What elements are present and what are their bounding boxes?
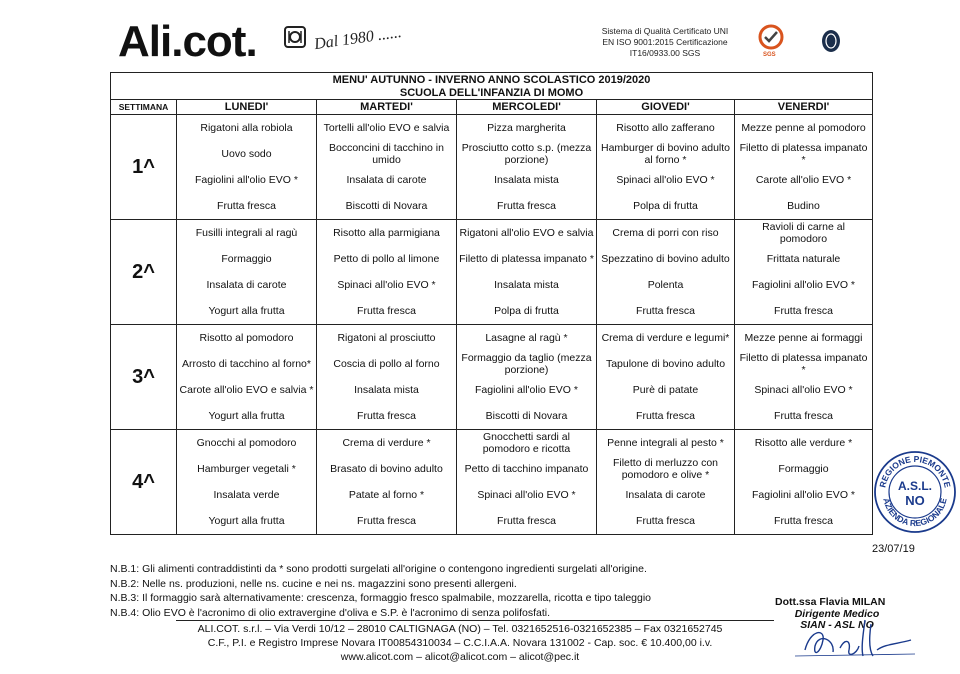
menu-dish: Brasato di bovino adulto (317, 456, 457, 482)
note-line: N.B.2: Nelle ns. produzioni, nelle ns. cucine e nei ns. magazzini sono presenti allergeni. (110, 577, 517, 590)
table-row (111, 456, 873, 482)
logo-text: Ali.cot. (118, 17, 257, 66)
signatory-role-line: SIAN - ASL NO (800, 619, 874, 631)
menu-dish: Frutta fresca (457, 508, 597, 535)
menu-dish: Bocconcini di tacchino in umido (317, 141, 457, 167)
note-line: N.B.3: Il formaggio sarà alternativamente: crescenza, formaggio fresco spalmabile, mozzarella, ricotta e tipo taleggio (110, 592, 652, 604)
menu-dish: Crema di verdure * (317, 430, 457, 457)
cert-badge-label: SGS (763, 52, 776, 58)
week-label: 4^ (111, 430, 177, 535)
menu-dish: Rigatoni al prosciutto (317, 325, 457, 352)
table-subtitle-row (111, 86, 873, 100)
menu-dish: Hamburger di bovino adulto al forno * (597, 141, 735, 167)
menu-dish: Filetto di platessa impanato * (457, 246, 597, 272)
menu-dish: Hamburger vegetali * (177, 456, 317, 482)
menu-table (110, 72, 873, 535)
menu-dish: Yogurt alla frutta (177, 403, 317, 430)
logo-tagline: Dal 1980 ...... (313, 23, 403, 54)
menu-dish: Carote all'olio EVO e salvia * (177, 377, 317, 403)
menu-dish: Frutta fresca (597, 508, 735, 535)
menu-dish: Patate al forno * (317, 482, 457, 508)
menu-dish: Polpa di frutta (597, 193, 735, 220)
menu-dish: Fagiolini all'olio EVO * (735, 482, 873, 508)
table-row (111, 430, 873, 457)
table-row (111, 246, 873, 272)
menu-dish: Fagiolini all'olio EVO * (457, 377, 597, 403)
menu-dish: Spinaci all'olio EVO * (597, 167, 735, 193)
table-row (111, 193, 873, 220)
menu-dish: Biscotti di Novara (457, 403, 597, 430)
day-header: GIOVEDI' (597, 100, 735, 115)
menu-dish: Petto di pollo al limone (317, 246, 457, 272)
menu-dish: Mezze penne ai formaggi (735, 325, 873, 352)
menu-dish: Purè di patate (597, 377, 735, 403)
note-line: N.B.4: Olio EVO è l'acronimo di olio extravergine d'oliva e S.P. è l'acronimo di senza polifosfati. (110, 606, 551, 619)
week-column-header: SETTIMANA (111, 100, 177, 115)
signatory-name: Dott.ssa Flavia MILAN (775, 596, 886, 608)
menu-dish: Spinaci all'olio EVO * (735, 377, 873, 403)
menu-dish: Filetto di platessa impanato * (735, 141, 873, 167)
table-row (111, 377, 873, 403)
signatory-role-line: Dirigente Medico (794, 608, 880, 620)
menu-dish: Frutta fresca (317, 508, 457, 535)
asl-stamp (873, 450, 957, 534)
menu-dish: Fusilli integrali al ragù (177, 220, 317, 247)
table-row (111, 141, 873, 167)
note-line: N.B.1: Gli alimenti contraddistinti da * sono prodotti surgelati all'origine o contengono ingredienti surgelati all'origine. (110, 563, 647, 575)
day-header: VENERDI' (735, 100, 873, 115)
cert-line: Sistema di Qualità Certificato UNI (601, 26, 729, 36)
menu-dish: Rigatoni alla robiola (177, 115, 317, 142)
table-row (111, 220, 873, 247)
menu-dish: Coscia di pollo al forno (317, 351, 457, 377)
menu-dish: Tortelli all'olio EVO e salvia (317, 115, 457, 142)
menu-dish: Spinaci all'olio EVO * (317, 272, 457, 298)
menu-dish: Frutta fresca (597, 298, 735, 325)
footer-line: ALI.COT. s.r.l. – Via Verdi 10/12 – 28010 CALTIGNAGA (NO) – Tel. 0321652516-0321652385 – Fax 0321652745 (197, 623, 723, 635)
menu-dish: Gnocchetti sardi al pomodoro e ricotta (457, 430, 597, 457)
menu-dish: Lasagne al ragù * (457, 325, 597, 352)
plate-logo-icon (284, 26, 306, 48)
company-logo (118, 14, 257, 70)
table-row (111, 403, 873, 430)
table-row (111, 298, 873, 325)
menu-dish: Insalata di carote (597, 482, 735, 508)
table-row (111, 272, 873, 298)
menu-dish: Formaggio (177, 246, 317, 272)
menu-dish: Frutta fresca (735, 298, 873, 325)
menu-dish: Rigatoni all'olio EVO e salvia (457, 220, 597, 247)
menu-dish: Filetto di platessa impanato * (735, 351, 873, 377)
footer-divider (176, 620, 774, 621)
table-row (111, 508, 873, 535)
menu-dish: Frutta fresca (177, 193, 317, 220)
menu-dish: Frutta fresca (317, 403, 457, 430)
notes-section (110, 562, 760, 620)
menu-dish: Risotto alle verdure * (735, 430, 873, 457)
menu-dish: Frutta fresca (735, 508, 873, 535)
day-header: MARTEDI' (317, 100, 457, 115)
footer-line: www.alicot.com – alicot@alicot.com – alicot@pec.it (340, 651, 580, 663)
company-footer (110, 622, 810, 664)
menu-dish: Mezze penne al pomodoro (735, 115, 873, 142)
table-row (111, 115, 873, 142)
menu-dish: Prosciutto cotto s.p. (mezza porzione) (457, 141, 597, 167)
table-title-row (111, 73, 873, 87)
certification-text (590, 26, 740, 59)
menu-dish: Insalata mista (457, 167, 597, 193)
menu-dish: Spinaci all'olio EVO * (457, 482, 597, 508)
menu-dish: Petto di tacchino impanato (457, 456, 597, 482)
menu-dish: Penne integrali al pesto * (597, 430, 735, 457)
menu-dish: Crema di porri con riso (597, 220, 735, 247)
menu-dish: Yogurt alla frutta (177, 508, 317, 535)
menu-dish: Biscotti di Novara (317, 193, 457, 220)
weeks-body (111, 115, 873, 535)
menu-dish: Fagiolini all'olio EVO * (735, 272, 873, 298)
stamp-top-text: REGIONE PIEMONTE (877, 453, 953, 489)
quality-cert-icon (756, 24, 786, 54)
week-label: 1^ (111, 115, 177, 220)
menu-dish: Frittata naturale (735, 246, 873, 272)
document-date: 23/07/19 (872, 543, 915, 555)
table-row (111, 482, 873, 508)
menu-dish: Fagiolini all'olio EVO * (177, 167, 317, 193)
menu-dish: Filetto di merluzzo con pomodoro e olive * (597, 456, 735, 482)
day-header: LUNEDI' (177, 100, 317, 115)
cert-line: EN ISO 9001:2015 Certificazione (602, 37, 728, 47)
day-header: MERCOLEDI' (457, 100, 597, 115)
menu-dish: Frutta fresca (317, 298, 457, 325)
accreditation-seal-icon (820, 26, 842, 56)
menu-dish: Ravioli di carne al pomodoro (735, 220, 873, 247)
menu-dish: Formaggio (735, 456, 873, 482)
day-header-row (111, 100, 873, 115)
menu-dish: Spezzatino di bovino adulto (597, 246, 735, 272)
menu-dish: Frutta fresca (597, 403, 735, 430)
week-label: 3^ (111, 325, 177, 430)
stamp-center-line1: A.S.L. (897, 479, 933, 493)
menu-dish: Polpa di frutta (457, 298, 597, 325)
menu-dish: Frutta fresca (457, 193, 597, 220)
menu-title: MENU' AUTUNNO - INVERNO ANNO SCOLASTICO 2019/2020 (111, 73, 873, 87)
table-row (111, 167, 873, 193)
menu-dish: Insalata mista (317, 377, 457, 403)
menu-dish: Risotto allo zafferano (597, 115, 735, 142)
menu-dish: Tapulone di bovino adulto (597, 351, 735, 377)
menu-dish: Uovo sodo (177, 141, 317, 167)
footer-line: C.F., P.I. e Registro Imprese Novara IT00854310034 – C.C.I.A.A. Novara 131002 - Cap. soc. € 10.400,00 i.v. (207, 637, 713, 649)
menu-dish: Insalata di carote (177, 272, 317, 298)
menu-dish: Formaggio da taglio (mezza porzione) (457, 351, 597, 377)
stamp-bottom-text: AZIENDA REGIONALE (881, 496, 949, 529)
menu-dish: Yogurt alla frutta (177, 298, 317, 325)
menu-dish: Arrosto di tacchino al forno* (177, 351, 317, 377)
menu-dish: Risotto alla parmigiana (317, 220, 457, 247)
menu-dish: Insalata verde (177, 482, 317, 508)
menu-dish: Polenta (597, 272, 735, 298)
menu-dish: Insalata mista (457, 272, 597, 298)
week-label: 2^ (111, 220, 177, 325)
menu-dish: Insalata di carote (317, 167, 457, 193)
menu-dish: Budino (735, 193, 873, 220)
table-row (111, 351, 873, 377)
menu-dish: Risotto al pomodoro (177, 325, 317, 352)
stamp-center-line2: NO (905, 493, 925, 508)
menu-dish: Gnocchi al pomodoro (177, 430, 317, 457)
school-name: SCUOLA DELL'INFANZIA DI MOMO (111, 86, 873, 100)
table-row (111, 325, 873, 352)
menu-dish: Crema di verdure e legumi* (597, 325, 735, 352)
menu-dish: Carote all'olio EVO * (735, 167, 873, 193)
cert-line: IT16/0933.00 SGS (629, 48, 701, 58)
menu-dish: Frutta fresca (735, 403, 873, 430)
menu-dish: Pizza margherita (457, 115, 597, 142)
